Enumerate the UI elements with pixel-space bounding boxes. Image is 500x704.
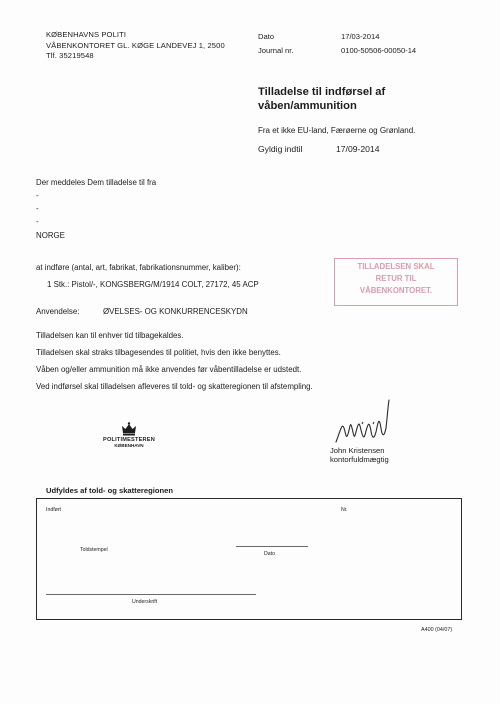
handwritten-signature: [332, 398, 406, 448]
signer-name: John Kristensen: [330, 446, 385, 455]
from-line: -: [36, 217, 39, 226]
from-line: -: [36, 204, 39, 213]
sender-line: KØBENHAVNS POLITI: [46, 30, 127, 39]
condition-text: Tilladelsen skal straks tilbagesendes til politiet, hvis den ikke benyttes.: [36, 348, 281, 357]
valid-until-label: Gyldig indtil: [258, 144, 303, 154]
logo-name: POLITIMESTEREN: [103, 437, 155, 443]
logo-subtitle: KØBENHAVN: [114, 443, 144, 448]
sender-line: VÅBENKONTORET GL. KØGE LANDEVEJ 1, 2500: [46, 40, 225, 50]
sender-phone: Tlf. 35219548: [46, 51, 94, 60]
toldstempel-label: Toldstempel: [80, 547, 108, 553]
condition-text: Våben og/eller ammunition må ikke anvendes før våbentilladelse er udstedt.: [36, 365, 302, 374]
signature-label: Underskrift: [132, 599, 158, 605]
journal-label: Journal nr.: [258, 46, 294, 55]
document-title: Tilladelse til indførsel af våben/ammunition: [258, 86, 386, 112]
stamp-line: TILLADELSEN SKAL: [357, 262, 435, 271]
stamp-line: VÅBENKONTORET.: [359, 286, 433, 295]
nr-label: Nr.: [341, 507, 348, 513]
import-label: at indføre (antal, art, fabrikat, fabrikationsnummer, kaliber):: [36, 263, 241, 272]
date-label: Dato: [258, 32, 275, 41]
country-text: NORGE: [36, 231, 65, 240]
signer-title: kontorfuldmægtig: [330, 455, 389, 464]
use-label: Anvendelse:: [36, 307, 80, 316]
date-value: 17/03-2014: [341, 32, 380, 41]
customs-form-heading: Udfyldes af told- og skatteregionen: [46, 486, 173, 495]
intro-text: Der meddeles Dem tilladelse til fra: [36, 178, 157, 187]
condition-text: Ved indførsel skal tilladelsen afleveres til told- og skatteregionen til afstempling.: [36, 382, 313, 391]
from-line: -: [36, 191, 39, 200]
signature-line: [46, 594, 256, 595]
form-code: A400 (04/07): [421, 627, 453, 633]
date-line: [236, 546, 308, 547]
origin-text: Fra et ikke EU-land, Færøerne og Grønland.: [258, 126, 416, 135]
sender-address: [46, 30, 225, 62]
form-date-label: Dato: [264, 551, 275, 557]
condition-text: Tilladelsen kan til enhver tid tilbagekaldes.: [36, 331, 184, 340]
customs-form-box: [36, 498, 462, 620]
signer-block: [330, 446, 389, 464]
valid-until-value: 17/09-2014: [336, 144, 380, 154]
use-value: ØVELSES- OG KONKURRENCESKYDN: [103, 307, 248, 316]
indfort-label: Indført: [46, 507, 61, 513]
stamp-line: RETUR TIL: [375, 274, 417, 283]
journal-value: 0100-50506-00050-14: [341, 46, 417, 55]
return-stamp: [334, 258, 458, 306]
police-logo: [84, 422, 174, 448]
item-line: 1 Stk.: Pistol/-, KONGSBERG/M/1914 COLT, 27172, 45 ACP: [47, 280, 259, 289]
crown-icon: [121, 422, 137, 436]
